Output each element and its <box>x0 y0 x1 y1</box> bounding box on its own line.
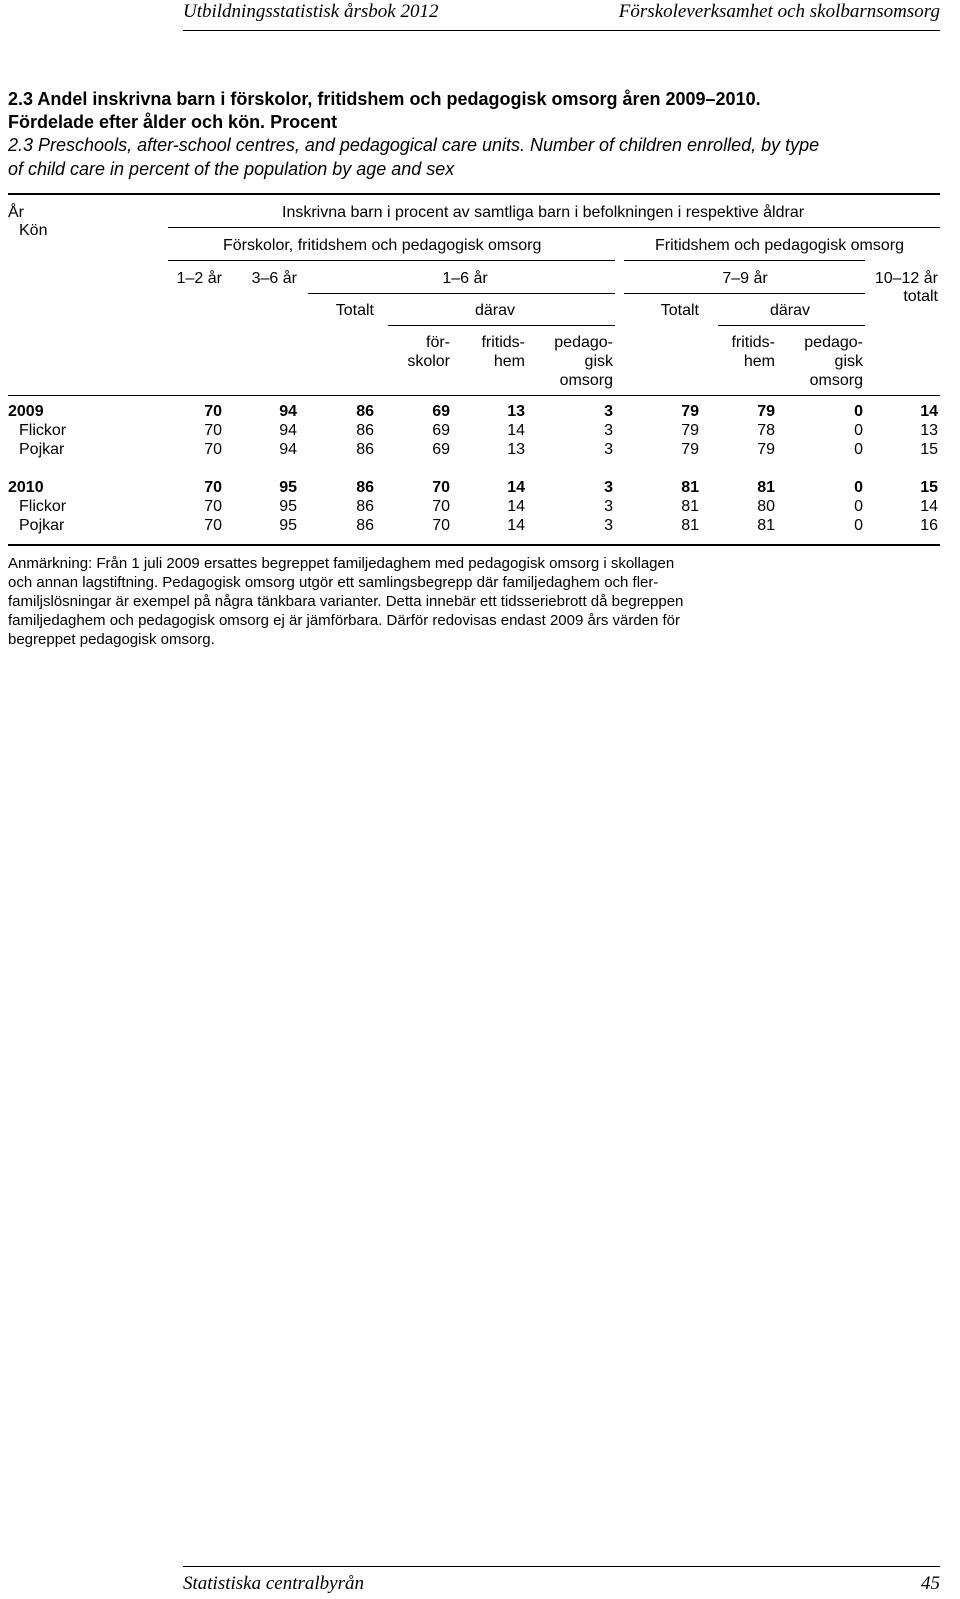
row-label: Flickor <box>19 498 67 515</box>
table-cell: 86 <box>356 403 374 420</box>
running-header-right: Förskoleverksamhet och skolbarnsomsorg <box>618 1 940 22</box>
table-cell: 94 <box>279 403 297 420</box>
row-label: Flickor <box>19 422 67 439</box>
table-cell: 70 <box>204 403 222 420</box>
table-cell: 70 <box>204 441 222 458</box>
col-pedagogisk2-l1: pedago- <box>804 334 863 351</box>
table-cell: 14 <box>920 403 938 420</box>
table-cell: 70 <box>204 498 222 515</box>
table-cell: 14 <box>507 498 525 515</box>
table-cell: 69 <box>432 403 450 420</box>
totalt-left: Totalt <box>335 302 374 319</box>
row-label: 2009 <box>8 403 44 420</box>
age-1-2: 1–2 år <box>176 270 222 287</box>
table-cell: 3 <box>604 498 613 515</box>
table-cell: 13 <box>507 441 525 458</box>
table-cell: 79 <box>757 403 775 420</box>
table-cell: 94 <box>279 441 297 458</box>
age-10-12-totalt: totalt <box>903 288 938 305</box>
row-label: Pojkar <box>19 441 65 458</box>
table-cell: 79 <box>757 441 775 458</box>
col-fritidshem-l2: hem <box>493 353 525 370</box>
table-cell: 81 <box>757 517 775 534</box>
table-cell: 14 <box>507 517 525 534</box>
group-left-heading: Förskolor, fritidshem och pedagogisk omsorg <box>223 237 542 254</box>
group-left-rule <box>168 260 615 261</box>
totalt-right: Totalt <box>660 302 699 319</box>
footer-publisher: Statistiska centralbyrån <box>183 1573 365 1594</box>
note-line4: familjedaghem och pedagogisk omsorg ej är jämförbara. Därför redovisas endast 2009 års värden för <box>8 612 681 629</box>
age-3-6: 3–6 år <box>251 270 297 287</box>
darav-left-rule <box>388 325 615 326</box>
table-cell: 81 <box>757 479 775 496</box>
col-pedagogisk-l3: omsorg <box>559 372 613 389</box>
title-swedish-line1: 2.3 Andel inskrivna barn i förskolor, fritidshem och pedagogisk omsorg åren 2009–2010. <box>8 89 761 109</box>
table-cell: 86 <box>356 517 374 534</box>
spanner-heading: Inskrivna barn i procent av samtliga barn i befolkningen i respektive åldrar <box>282 204 805 221</box>
spanner-rule <box>168 227 940 228</box>
stub-kon: Kön <box>19 222 48 239</box>
footer-page-number: 45 <box>921 1573 940 1594</box>
table-cell: 86 <box>356 422 374 439</box>
table-cell: 3 <box>604 479 613 496</box>
running-header-left: Utbildningsstatistisk årsbok 2012 <box>183 1 439 22</box>
note-line5: begreppet pedagogisk omsorg. <box>8 631 215 648</box>
note-line1: Anmärkning: Från 1 juli 2009 ersattes begreppet familjedaghem med pedagogisk omsorg i skollagen <box>8 555 675 572</box>
col-pedagogisk2-l3: omsorg <box>809 372 863 389</box>
age-1-6-rule <box>308 293 615 294</box>
table-cell: 15 <box>920 479 938 496</box>
table-cell: 86 <box>356 441 374 458</box>
table-cell: 0 <box>854 517 863 534</box>
age-7-9: 7–9 år <box>722 270 768 287</box>
table-cell: 0 <box>854 479 863 496</box>
table-cell: 3 <box>604 517 613 534</box>
note-line2: och annan lagstiftning. Pedagogisk omsorg utgör ett samlingsbegrepp där familjedaghem och fler- <box>8 574 659 591</box>
table-cell: 69 <box>432 422 450 439</box>
table-cell: 16 <box>920 517 938 534</box>
note-line3: familjslösningar är exempel på några tänkbara varianter. Detta innebär ett tidsseriebrott då begreppen <box>8 593 684 610</box>
row-label: 2010 <box>8 479 44 496</box>
table-cell: 81 <box>681 479 699 496</box>
darav-right-rule <box>718 325 865 326</box>
stub-ar: År <box>8 204 24 221</box>
table-cell: 78 <box>757 422 775 439</box>
table-cell: 81 <box>681 517 699 534</box>
age-1-6: 1–6 år <box>442 270 488 287</box>
table-cell: 70 <box>204 479 222 496</box>
title-english-line1: 2.3 Preschools, after-school centres, and pedagogical care units. Number of children enrolled, by type <box>8 135 820 155</box>
age-10-12: 10–12 år <box>874 270 938 287</box>
table-cell: 79 <box>681 403 699 420</box>
table-cell: 13 <box>507 403 525 420</box>
col-fritidshem-l1: fritids- <box>481 334 525 351</box>
table-cell: 69 <box>432 441 450 458</box>
table-cell: 15 <box>920 441 938 458</box>
table-cell: 70 <box>432 517 450 534</box>
table-bottom-rule <box>8 544 940 546</box>
table-cell: 13 <box>920 422 938 439</box>
table-cell: 94 <box>279 422 297 439</box>
group-right-rule <box>624 260 865 261</box>
table-cell: 95 <box>279 517 297 534</box>
col-pedagogisk2-l2: gisk <box>834 353 863 370</box>
table-cell: 0 <box>854 403 863 420</box>
table-cell: 0 <box>854 422 863 439</box>
col-fritidshem2-l1: fritids- <box>731 334 775 351</box>
table-cell: 70 <box>204 517 222 534</box>
group-right-heading: Fritidshem och pedagogisk omsorg <box>655 237 905 254</box>
table-cell: 86 <box>356 479 374 496</box>
table-cell: 3 <box>604 403 613 420</box>
table-top-rule <box>8 193 940 195</box>
table-cell: 0 <box>854 498 863 515</box>
title-english-line2: of child care in percent of the population by age and sex <box>8 159 455 179</box>
table-cell: 79 <box>681 441 699 458</box>
table-cell: 95 <box>279 498 297 515</box>
footer-rule <box>183 1566 940 1567</box>
header-bottom-rule <box>8 395 940 396</box>
col-forskolor-l2: skolor <box>407 353 450 370</box>
table-cell: 70 <box>204 422 222 439</box>
darav-right: därav <box>769 302 811 319</box>
col-forskolor-l1: för- <box>426 334 450 351</box>
table-cell: 86 <box>356 498 374 515</box>
title-swedish-line2: Fördelade efter ålder och kön. Procent <box>8 112 338 132</box>
header-rule <box>183 30 940 31</box>
row-label: Pojkar <box>19 517 65 534</box>
table-cell: 14 <box>920 498 938 515</box>
table-cell: 14 <box>507 422 525 439</box>
col-pedagogisk-l1: pedago- <box>554 334 613 351</box>
table-cell: 14 <box>507 479 525 496</box>
age-7-9-rule <box>624 293 865 294</box>
col-fritidshem2-l2: hem <box>743 353 775 370</box>
table-cell: 70 <box>432 479 450 496</box>
table-cell: 0 <box>854 441 863 458</box>
table-cell: 3 <box>604 422 613 439</box>
table-cell: 80 <box>757 498 775 515</box>
table-cell: 81 <box>681 498 699 515</box>
darav-left: därav <box>474 302 516 319</box>
table-cell: 70 <box>432 498 450 515</box>
table-cell: 3 <box>604 441 613 458</box>
table-cell: 79 <box>681 422 699 439</box>
table-cell: 95 <box>279 479 297 496</box>
col-pedagogisk-l2: gisk <box>584 353 613 370</box>
